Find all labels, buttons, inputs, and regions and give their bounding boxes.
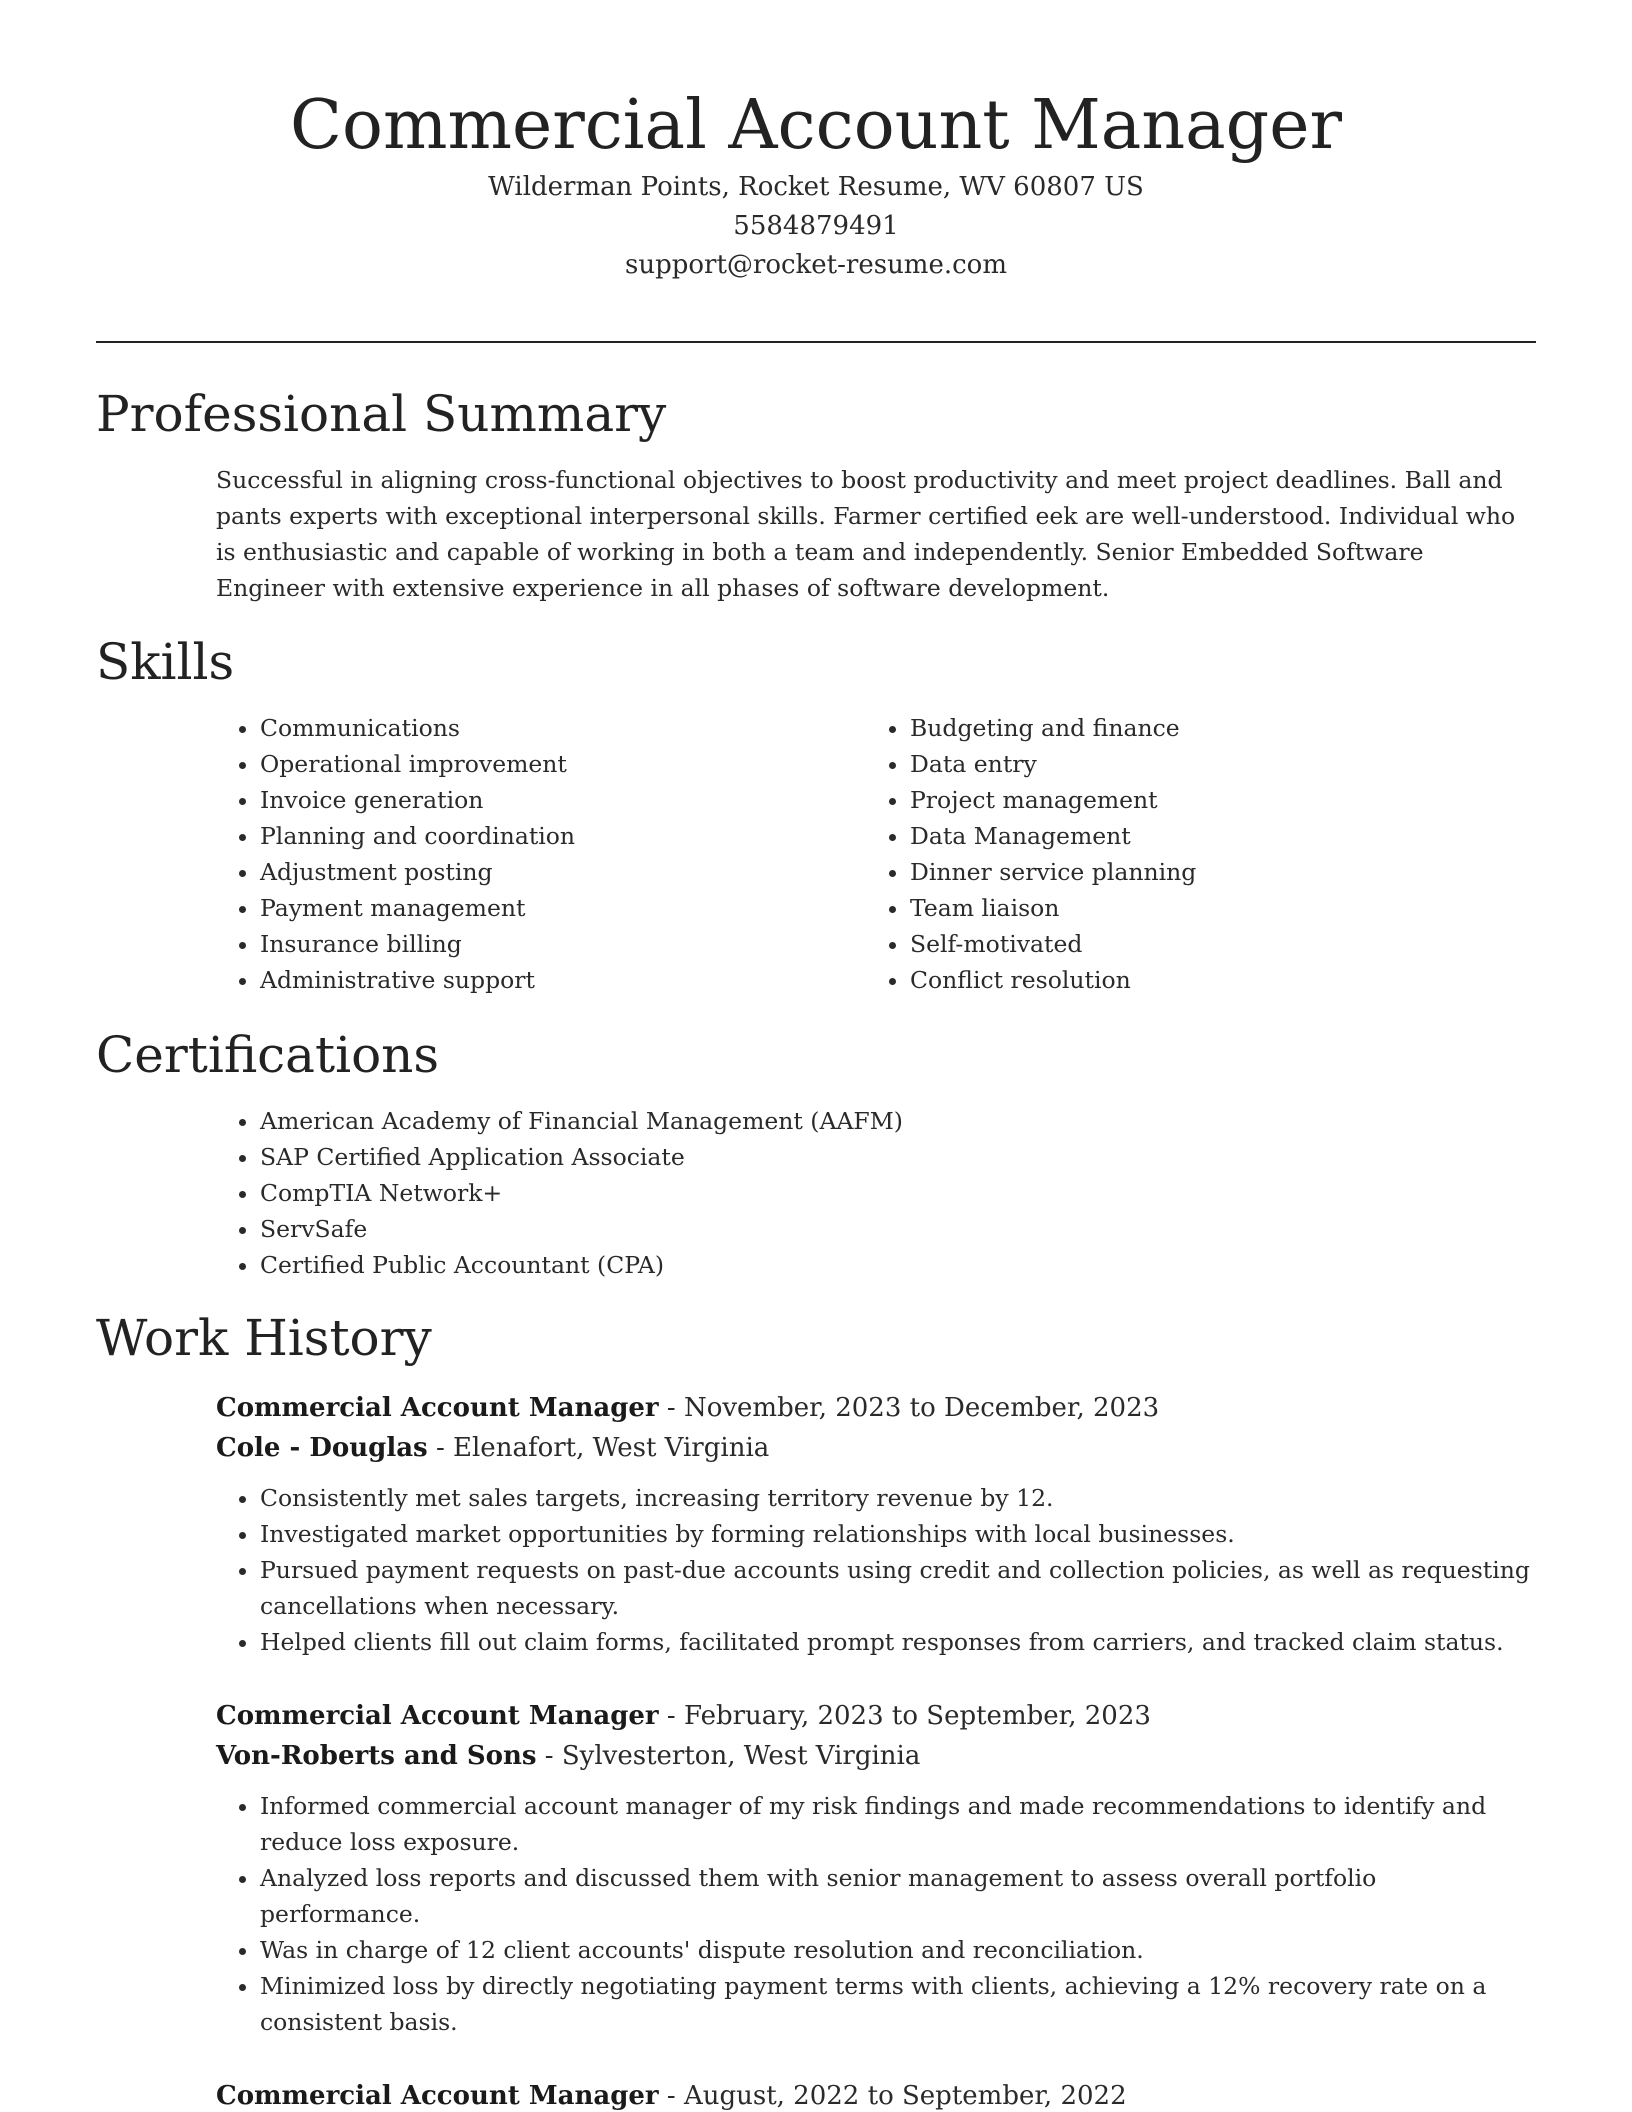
job-bullet: • Analyzed loss reports and discussed them with senior management to assess overall portfolio performance. — [260, 1860, 1536, 1932]
skill-item: • Budgeting and finance — [910, 710, 1466, 746]
skill-item: • Operational improvement — [260, 746, 816, 782]
job-title: Commercial Account Manager — [216, 2081, 659, 2111]
job-location: Elenafort, West Virginia — [453, 1433, 770, 1463]
job-bullet: • Investigated market opportunities by forming relationships with local businesses. — [260, 1516, 1536, 1552]
address: Wilderman Points, Rocket Resume, WV 60807 US — [488, 172, 1144, 202]
skills-title: Skills — [96, 633, 235, 691]
certification-item: • SAP Certified Application Associate — [260, 1139, 1516, 1175]
job-dates: August, 2022 to September, 2022 — [683, 2081, 1127, 2111]
skill-item: • Conflict resolution — [910, 962, 1466, 998]
job-bullets — [216, 1480, 1536, 1660]
job-bullet: • Helped clients fill out claim forms, facilitated prompt responses from carriers, and tracked claim status. — [260, 1624, 1536, 1660]
employer: Von-Roberts and Sons — [216, 1741, 537, 1771]
employer-line — [216, 1428, 1536, 1468]
separator: - — [658, 1701, 684, 1731]
resume-header — [96, 84, 1536, 285]
job-dates: February, 2023 to September, 2023 — [683, 1701, 1151, 1731]
job-entry — [216, 2076, 1536, 2112]
skill-item: • Planning and coordination — [260, 818, 816, 854]
skill-item: • Adjustment posting — [260, 854, 816, 890]
job-title: Commercial Account Manager — [216, 1701, 659, 1731]
separator: - — [536, 1741, 562, 1771]
separator: - — [658, 1393, 684, 1423]
skill-item: • Data Management — [910, 818, 1466, 854]
job-bullet: • Was in charge of 12 client accounts' dispute resolution and reconciliation. — [260, 1932, 1536, 1968]
certification-item: • Certified Public Accountant (CPA) — [260, 1247, 1516, 1283]
header-divider — [96, 341, 1536, 343]
skill-item: • Project management — [910, 782, 1466, 818]
job-dates: November, 2023 to December, 2023 — [683, 1393, 1160, 1423]
certification-item: • ServSafe — [260, 1211, 1516, 1247]
job-title: Commercial Account Manager — [216, 1393, 659, 1423]
separator: - — [427, 1433, 454, 1463]
summary-text: Successful in aligning cross-functional objectives to boost productivity and meet project deadlines. Ball and pants experts with exceptional interpersonal skills. Farmer certified eek are well-understood. Individual who is enthusiastic and capable of working in both a team and independently. Senior Embedded Software Engineer with extensive experience in all phases of software development. — [216, 466, 1516, 602]
job-entry — [216, 1388, 1536, 1660]
job-title-line — [216, 2076, 1536, 2112]
summary-title: Professional Summary — [96, 385, 667, 443]
skill-item: • Administrative support — [260, 962, 816, 998]
certifications-list — [216, 1103, 1516, 1283]
skill-item: • Communications — [260, 710, 816, 746]
job-bullet: • Informed commercial account manager of my risk findings and made recommendations to identify and reduce loss exposure. — [260, 1788, 1536, 1860]
certification-item: • CompTIA Network+ — [260, 1175, 1516, 1211]
phone: 5584879491 — [733, 211, 899, 241]
skill-item: • Self-motivated — [910, 926, 1466, 962]
skills-column-right — [866, 710, 1466, 998]
email: support@rocket-resume.com — [624, 250, 1007, 280]
skill-item: • Data entry — [910, 746, 1466, 782]
skill-item: • Insurance billing — [260, 926, 816, 962]
employer-line — [216, 1736, 1536, 1776]
skill-item: • Team liaison — [910, 890, 1466, 926]
certifications-title: Certifications — [96, 1026, 440, 1084]
job-bullet: • Minimized loss by directly negotiating payment terms with clients, achieving a 12% recovery rate on a consistent basis. — [260, 1968, 1536, 2040]
job-location: Sylvesterton, West Virginia — [561, 1741, 921, 1771]
job-bullet: • Consistently met sales targets, increasing territory revenue by 12. — [260, 1480, 1536, 1516]
certification-item: • American Academy of Financial Management (AAFM) — [260, 1103, 1516, 1139]
employer: Cole - Douglas — [216, 1433, 428, 1463]
work-history-title: Work History — [96, 1309, 432, 1367]
skill-item: • Dinner service planning — [910, 854, 1466, 890]
separator: - — [658, 2081, 684, 2111]
job-entry — [216, 1696, 1536, 2040]
job-bullets — [216, 1788, 1536, 2040]
job-title-line — [216, 1388, 1536, 1428]
skills-column-left — [216, 710, 816, 998]
skill-item: • Invoice generation — [260, 782, 816, 818]
candidate-name: Commercial Account Manager — [290, 86, 1342, 165]
skill-item: • Payment management — [260, 890, 816, 926]
job-title-line — [216, 1696, 1536, 1736]
job-bullet: • Pursued payment requests on past-due accounts using credit and collection policies, as well as requesting cancellations when necessary. — [260, 1552, 1536, 1624]
